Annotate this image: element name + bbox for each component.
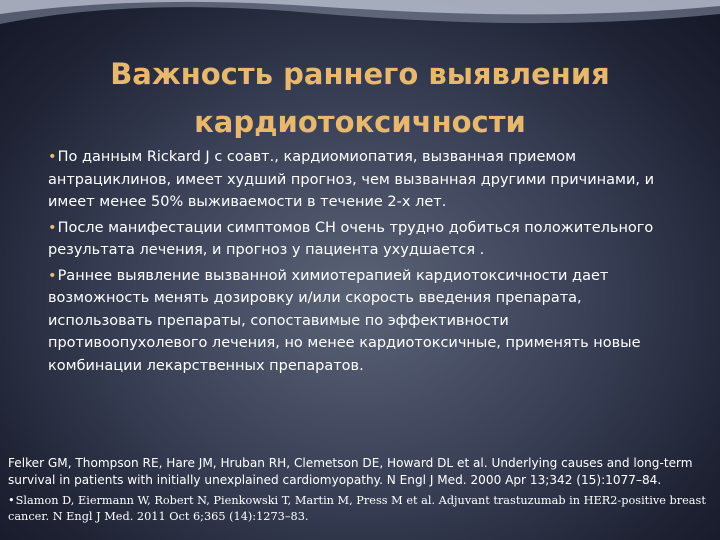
slide-title: Важность раннего выявления кардиотоксичности (110, 57, 610, 139)
reference-item: • Slamon D, Eiermann W, Robert N, Pienkowski T, Martin M, Press M et al. Adjuvant trastuzumab in HER2-positive breast cancer. N Engl J Med. 2011 Oct 6;365 (14):1273–83. (8, 493, 708, 525)
bullet-list (48, 146, 658, 380)
references (8, 455, 708, 525)
bullet-item: • По данным Rickard J с соавт., кардиомиопатия, вызванная приемом антрациклинов, имеет худший прогноз, чем вызванная другими причинами, и имеет менее 50% выживаемости в течение 2-х лет. (48, 146, 658, 214)
bullet-item: • После манифестации симптомов СН очень трудно добиться положительного результата лечения, и прогноз у пациента ухудшается . (48, 217, 658, 262)
reference-item: Felker GM, Thompson RE, Hare JM, Hruban RH, Clemetson DE, Howard DL et al. Underlying causes and long-term survival in patients with initially unexplained cardiomyopathy. N Engl J Med. 2000 Apr 13;342 (15):1077–84. (8, 456, 693, 487)
bullet-item: • Раннее выявление вызванной химиотерапией кардиотоксичности дает возможность менять дозировку и/или скорость введения препарата, использовать препараты, сопоставимые по эффективности противоопухолевого лечения, но менее кардиотоксичные, применять новые комбинации лекарственных препаратов. (48, 265, 658, 378)
